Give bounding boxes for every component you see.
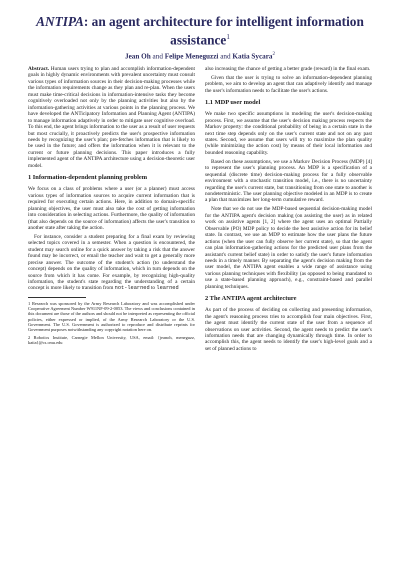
abstract-label: Abstract.	[28, 66, 50, 72]
author-2: Felipe Meneguzzi	[164, 52, 219, 61]
author-line	[20, 50, 380, 61]
title-acronym: ANTIPA	[36, 14, 84, 29]
right-column	[205, 66, 372, 355]
section-1-1-heading: 1.1 MDP user model	[205, 99, 261, 107]
abstract	[28, 66, 195, 169]
mdp-paragraph-3: Note that we do not use the MDP-based sequential decision-making model for the ANTIPA agent's decision making (on assisting the user) as in related work on assistive agents [1, 2] where the agent uses an optimal Partially Observable (PO) MDP policy to decide the best assistive action for its belief state. In contrast, we use an MDP to estimate how the user plans the future actions (when the user can fully observe her current state), so that the agent can plan information-gathering actions for the predicted user plans from the assistant's current belief state) in order to satisfy the user's future information needs in a timely manner. By separating the agent's decision making from the user model, the ANTIPA agent enables a wide range of assistance using various planning techniques with flexibility (as opposed to being mandated to use a state-based planning approach), e.g., constraint-based and parallel planning techniques.	[205, 206, 372, 290]
title-footnote-mark: 1	[226, 32, 230, 41]
architecture-paragraph-1: As part of the process of deciding on collecting and presenting information, the agent's reasoning process tries to accomplish four main objectives. First, the agent must identify the current state of the user from a sequence of observations on user activities. Second, the agent needs to predict the user's information needs that are changing dynamically through time. In order to accomplish this, the agent needs to identify the user's high-level goals and a set of planned actions to	[205, 307, 372, 352]
title-text: : an agent architecture for intelligent information assistance	[83, 14, 364, 47]
section-1-paragraph-2-text: For instance, consider a student preparing for a final exam by reviewing selected topics covered in a semester. When a question is encountered, the student may search online for a quick answer by taking a risk that the answer found may be incorrect, or email the teacher and wait to get a generally more precise answer. The outcome of the student's action (to understand the concept) depends on the quality of information, which in turn depends on the source from which it has come. For example, by recognizing high-quality information, the student's state regarding the understanding of a certain concept is more likely to transition from	[28, 233, 195, 292]
mdp-paragraph-1: We make two specific assumptions in modeling the user's decision-making process. First, we assume that the user's decision making process respects the Markov property: the conditional probability of being in a certain state in the next time step depends only on the user's current state and not on any past states. Second, we assume that users will try to maximize the plan quality (while minimizing the action cost) by means of their local information and bounded reasoning capability.	[205, 111, 372, 156]
author-1: Jean Oh	[124, 52, 151, 61]
paper-title	[20, 14, 380, 47]
mdp-paragraph-2: Based on these assumptions, we use a Markov Decision Process (MDP) [4] to represent the user's planning process. An MDP is a specification of a sequential (discrete time) decision-making process for a fully observable environment with a stochastic transition model, i.e., there is no uncertainty regarding the user's current state, but transitioning from one state to another is nondeterministic. The user planning objective modeled in an MDP is to create a plan that maximizes her long-term cumulative reward.	[205, 158, 372, 204]
left-column	[28, 66, 195, 348]
footnote-rule	[28, 297, 86, 298]
author-footnote-mark: 2	[272, 52, 276, 57]
footnote-1: 1 Research was sponsored by the Army Research Laboratory and was accomplished under Cooperative Agreement Number W911NF-09-2-0053. The views and conclusions contained in this document are those of the authors and should not be interpreted as representing the official policies, either expressed or implied, of the Army Research Laboratory or the U.S. Government. The U.S. Government is authorized to reproduce and distribute reprints for Government purposes notwithstanding any copyright notation here on.	[28, 300, 195, 333]
author-3: Katia Sycara	[232, 52, 273, 61]
code-not-learned: not-learned	[114, 285, 150, 292]
section-1-heading: 1 Information-dependent planning problem	[28, 174, 148, 182]
code-learned: learned	[156, 285, 179, 292]
section-1-paragraph-2-to: to	[150, 285, 156, 292]
right-paragraph-1: also increasing the chance of getting a better grade (reward) in the final exam.	[205, 66, 371, 72]
abstract-text: Human users trying to plan and accomplish information-dependent goals in highly dynamic environments with prevalent uncertainty must consult various types of information sources in their decision-making processes while the information requirements change as they plan and re-plan. When the users must make time-critical decisions in information-intensive tasks they become cognitively overloaded not only by the planning activities but also by the information-gathering activities at various points in the planning process. We have developed the ANTicipatory Information and Planning Agent (ANTIPA) to manage information adaptively in order to mitigate user cognitive overload. To this end, the agent brings information to the user as a result of user requests but most crucially, it proactively predicts the user's prospective information needs by recognizing the user's plan; pre-fetches information that is likely to be used in the future; and offers the information when it is relevant to the current or future planning decisions. This paper introduces a fully implemented agent of the ANTIPA architecture using a decision-theoretic user model.	[28, 66, 196, 169]
author-separator-1: and	[152, 52, 163, 61]
footnote-2: 2 Robotics Institute, Carnegie Mellon University, USA, email: {jeanoh, meneguzz, katia}@cs.cmu.edu	[28, 335, 195, 346]
section-1-paragraph-1: We focus on a class of problems where a user (or a planner) must access various types of information sources to acquire current information that is required for executing certain actions. Here, in addition to domain-specific planning objectives, the user must also take the cost of getting information into consideration in selecting actions. Furthermore, the quality of information (that also depends on the source of information) affects the user's transition to another state after taking the action.	[28, 186, 195, 231]
section-1-paragraph-2	[28, 234, 195, 292]
section-2-heading: 2 The ANTIPA agent architecture	[205, 295, 297, 303]
author-separator-2: and	[220, 52, 231, 61]
right-paragraph-2: Given that the user is trying to solve an information-dependent planning problem, we aim to develop an agent that can adaptively identify and manage the user's information needs to facilitate the user's actions.	[205, 74, 372, 94]
